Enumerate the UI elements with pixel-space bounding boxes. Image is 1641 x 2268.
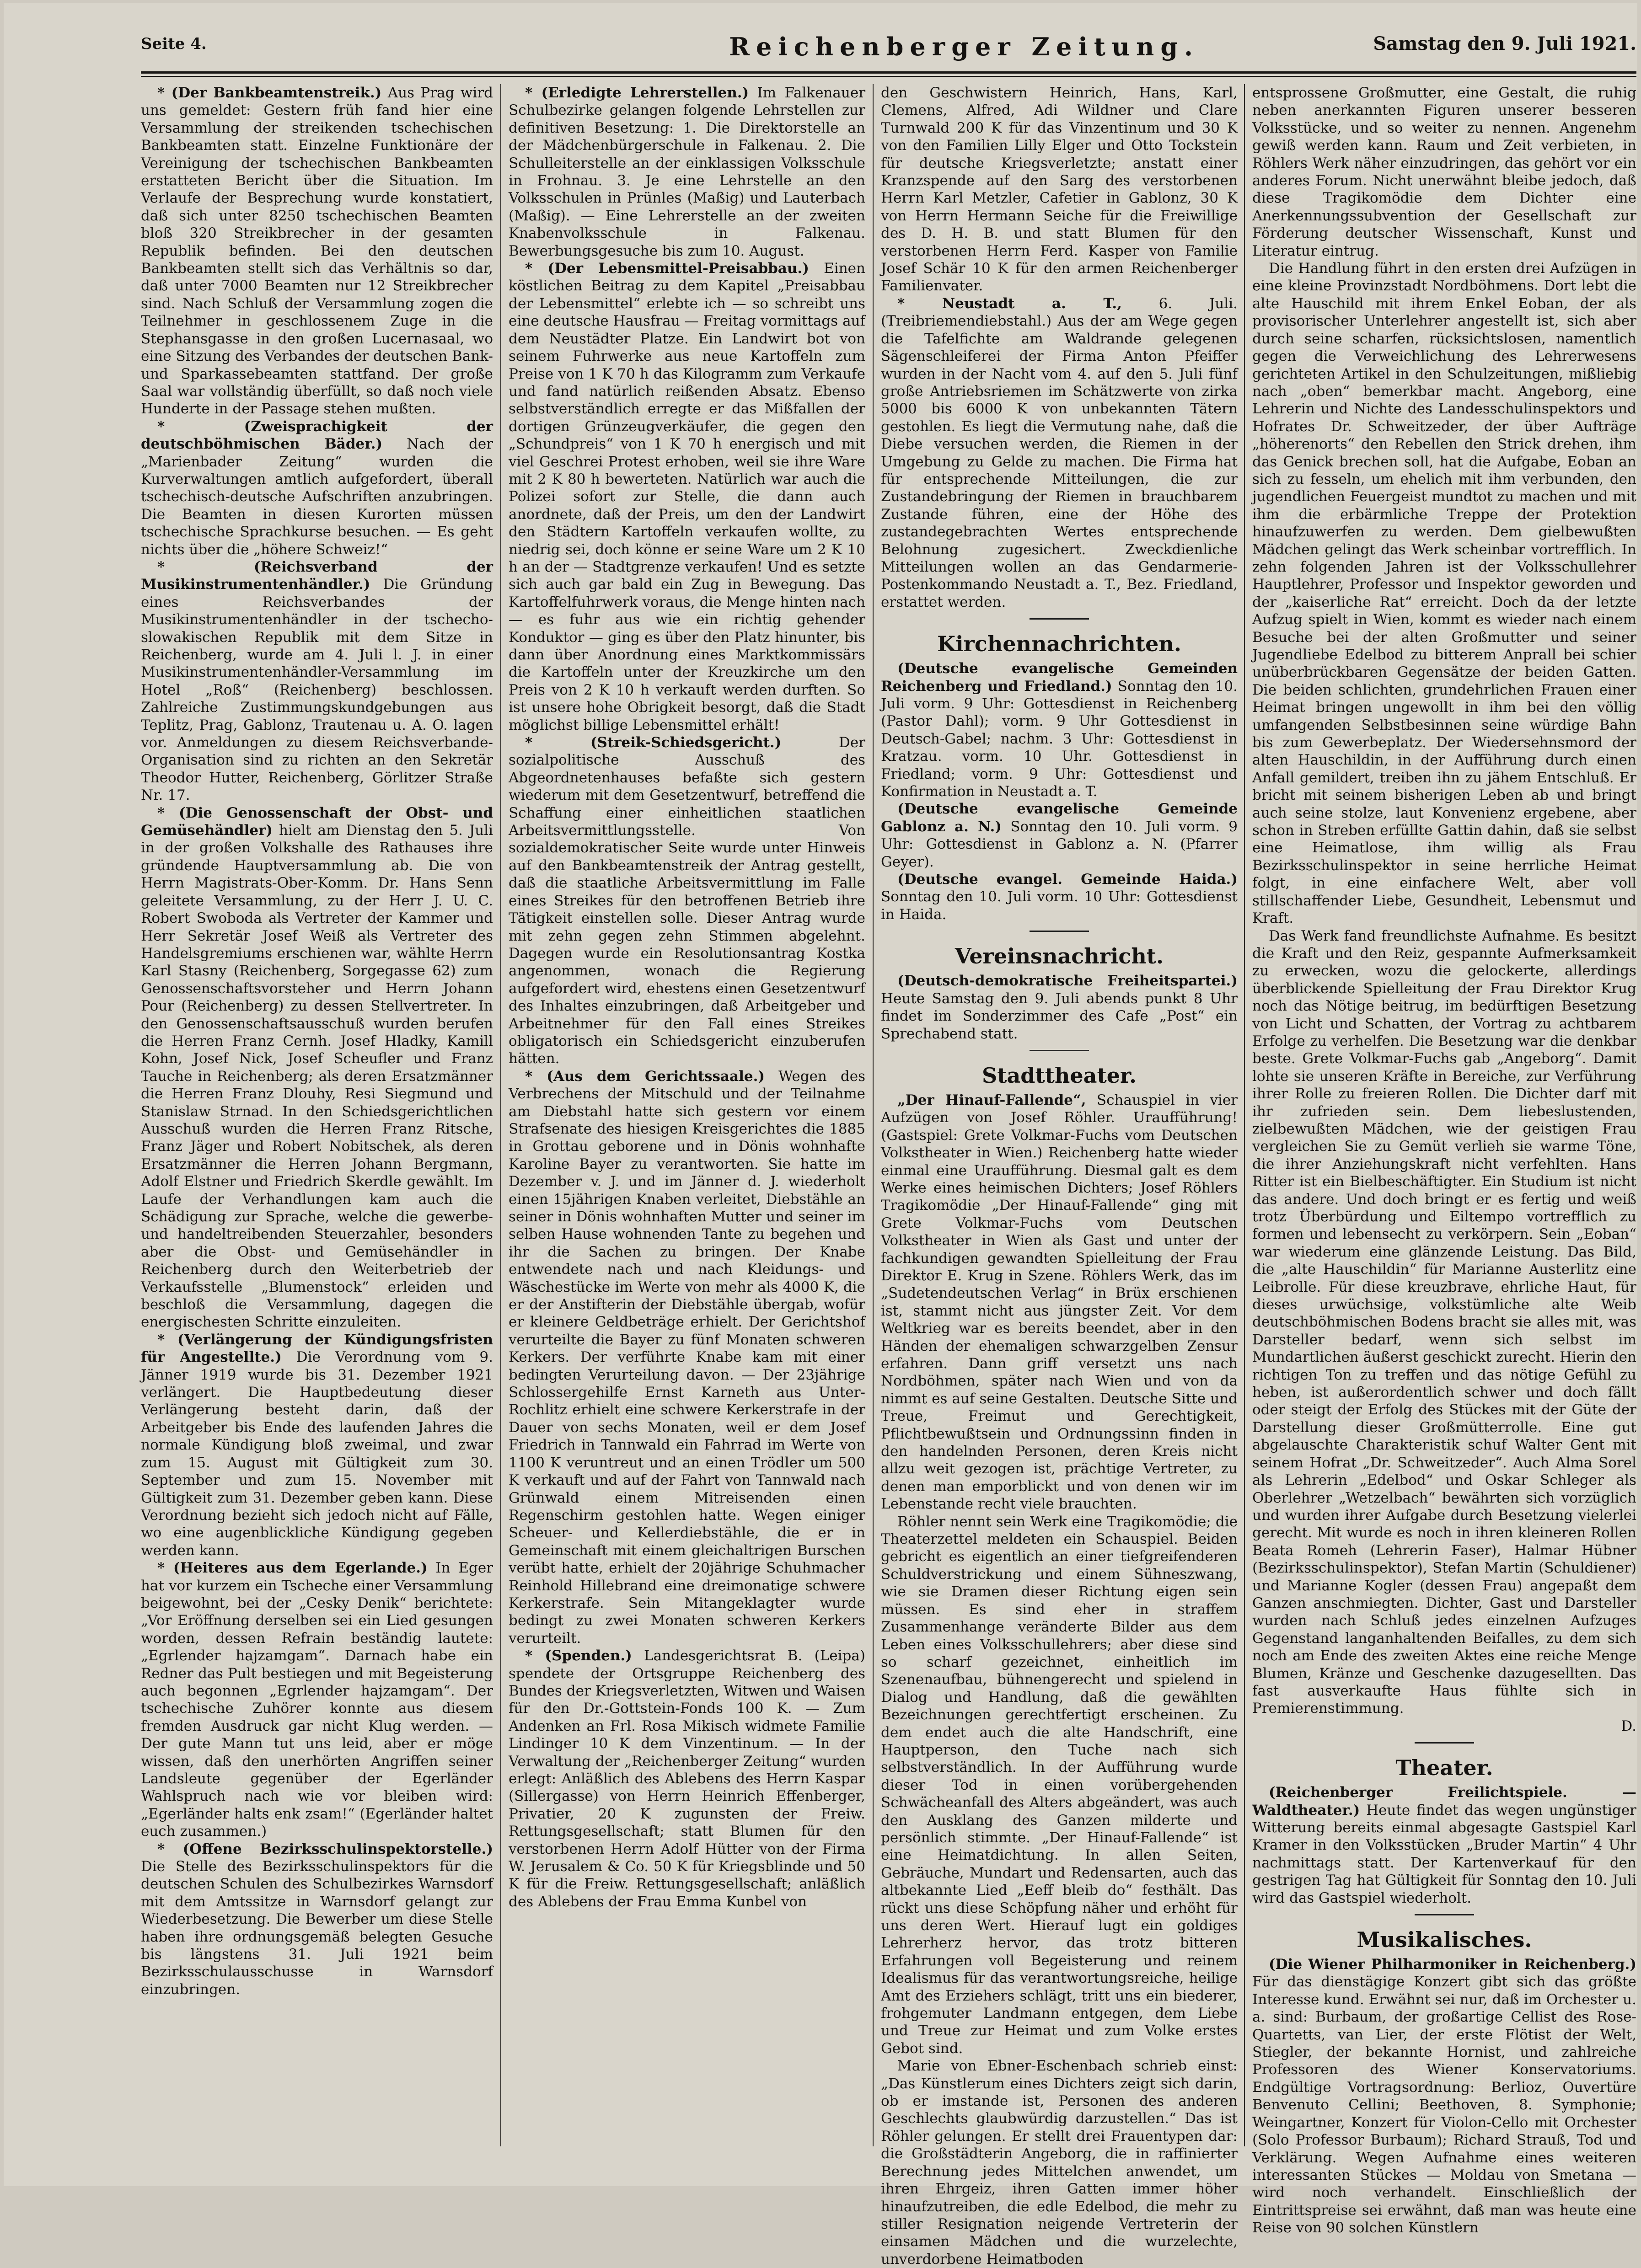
article-text: hielt am Dienstag den 5. Juli in der großen Volkshalle des Rathauses ihre gründende Hauptversammlung ab. Die von Herrn Magistrats-Ober-Komm. Dr. Hans Senn geleitete Versammlung, zu der Herr J. U. C. Robert Swoboda als Vertreter der Kammer und Herr Sekretär Josef Weiß als Vertreter des Handelsgremiums erschienen war, wählte Herrn Karl Stasny (Reichenberg, Sorgegasse 62) zum Genossenschaftsvorsteher und Herrn Johann Pour (Reichenberg) zu dessen Stellvertreter. In den Genossenschaftsausschuß wurden berufen die Herren Franz Cernh. Josef Hladky, Kamill Kohn, Josef Nick, Josef Scheufler und Franz Tauche in Reichenberg; als deren Ersatzmänner die Herren Franz Dlouhy, Resi Siegmund und Stanislaw Strnad. In den Schiedsgerichtlichen Ausschuß wurden die Herren Franz Ritsche, Franz Jäger und Robert Nobitschek, als deren Ersatzmänner die Herren Johann Bergmann, Adolf Elstner und Friedrich Skerdle gewählt. Im Laufe der Verhandlungen kam auch die Schädigung zur Sprache, welche die gewerbe- und handeltreibenden Steuerzahler, besonders aber die Obst- und Gemüsehändler in Reichenberg durch den Weiterbetrieb der Verkaufsstelle „Blumenstock“ erleiden und beschloß die Versammlung, dagegen die energischesten Schritte einzuleiten. [141,822,493,1331]
page-number: Seite 4. [141,35,207,53]
section-rule [1030,931,1089,932]
section-heading: Vereinsnachricht. [955,944,1164,969]
section-heading: Kirchennachrichten. [937,631,1181,657]
article-paragraph [509,1068,865,1647]
article-text: Wegen des Verbrechens der Mitschuld und der Teilnahme am Diebstahl hatte sich gestern vor einem Strafsenate des hiesigen Kreisgerichtes die 1885 in Grottau geborene und in Dönis wohnhafte Karoline Bayer zu verantworten. Sie hatte im Dezember v. J. und im Jänner d. J. wiederholt einen 15jährigen Knaben verleitet, Diebstähle an seiner in Dönis wohnhaften Mutter und seiner im selben Hause wohnenden Tante zu begehen und ihr die Sachen zu bringen. Der Knabe entwendete nach und nach Kleidungs- und Wäschestücke im Werte von mehr als 4000 K, die er der Anstifterin der Diebstähle übergab, wofür er kleinere Geldbeträge erhielt. Der Gerichtshof verurteilte die Bayer zu fünf Monaten schweren Kerkers. Der verführte Knabe kam mit einer bedingten Verurteilung davon. — Der 23jährige Schlossergehilfe Ernst Karneth aus Unter-Rochlitz erhielt eine schwere Kerkerstrafe in der Dauer von sechs Monaten, weil er dem Josef Friedrich in Tannwald ein Fahrrad im Werte von 1100 K veruntreut und an einen Trödler um 500 K verkauft und auf der Fahrt von Tannwald nach Grünwald einem Mitreisenden einen Regenschirm gestohlen hatte. Wegen einiger Scheuer- und Kellerdiebstähle, die er in Gemeinschaft mit einem gleichaltrigen Burschen verübt hatte, erhielt der 20jährige Schuhmacher Reinhold Hillebrand eine dreimonatige schwere Kerkerstrafe. Sein Mitangeklagter wurde bedingt zu zwei Monaten schweren Kerkers verurteilt. [509,1068,865,1647]
article-lead: (Reichenberger Freilichtspiele. — Waldtheater.) [1252,1784,1636,1819]
article-lead: * (Der Lebensmittel-Preisabbau.) [525,260,809,277]
article-paragraph [881,800,1238,871]
article-lead: * (Aus dem Gerichtssaale.) [525,1068,765,1085]
article-lead: * (Die Genossenschaft der Obst- und Gemüsehändler) [141,804,493,839]
article-paragraph [141,1840,493,1999]
article-paragraph [509,1647,865,1910]
article-lead: (Die Wiener Philharmoniker in Reichenberg.) [1269,1956,1636,1973]
article-lead: * (Heiteres aus dem Egerlande.) [157,1560,428,1577]
article-paragraph [509,84,865,260]
article-paragraph [141,84,493,418]
article-text: Heute Samstag den 9. Juli abends punkt 8 Uhr findet im Sonderzimmer des Cafe „Post“ ein Sprechabend statt. [881,990,1238,1042]
column-3 [881,84,1238,2268]
article-text: Die Verordnung vom 9. Jänner 1919 wurde bis 31. Dezember 1921 verlängert. Die Hauptbedeutung dieser Verlängerung besteht darin, daß der Arbeitgeber bis Ende des laufenden Jahres die normale Kündigung bloß zweimal, und zwar zum 15. August mit Gültigkeit zum 30. September und zum 15. November mit Gültigkeit zum 31. Dezember geben kann. Diese Verordnung bezieht sich jedoch nicht auf Fälle, wo eine augenblickliche Kündigung gegeben werden kann. [141,1349,493,1559]
section-rule [1030,618,1089,620]
article-paragraph [141,558,493,804]
article-text: Für das dienstägige Konzert gibt sich das größte Interesse kund. Erwähnt sei nur, daß im Orchester u. a. sind: Burbaum, der großartige Cellist des Rose-Quartetts, van Lier, der erste Flötist der Welt, Stiegler, der bekannte Hornist, und zahlreiche Professoren des Wiener Konservatoriums. Endgültige Vortragsordnung: Berlioz, Ouvertüre Benvenuto Cellini; Beethoven, 8. Symphonie; Weingartner, Konzert für Violon-Cello mit Orchester (Solo Professor Burbaum); Richard Strauß, Tod und Verklärung. Wegen Aufnahme eines weiteren interessanten Stückes — Moldau von Smetana — wird noch verhandelt. Einschließlich der Eintrittspreise sei erwähnt, daß man was heute eine Reise von 90 solchen Künstlern [1252,1974,1636,2236]
article-lead: * Neustadt a. T., [897,295,1122,312]
section-heading: Musikalisches. [1357,1927,1532,1952]
article-lead: „Der Hinauf-Fallende“, [897,1091,1086,1108]
header-rule-thin [141,76,1636,77]
article-lead: * (Streik-Schiedsgericht.) [525,734,782,751]
article-lead: * (Reichsverband der Musikinstrumentenhändler.) [141,558,493,593]
article-paragraph [509,260,865,734]
article-lead: (Deutsche evangel. Gemeinde Haida.) [897,871,1238,888]
article-text: In Eger hat vor kurzem ein Tscheche einer Versammlung beigewohnt, bei der „Cesky Denik“ berichtete: „Vor Eröffnung derselben sei ein Lied gesungen worden, dessen Refrain beständig lautete: „Egrlender hajzamgam“. Darnach habe ein Redner das Pult bestiegen und mit Begeisterung auch begonnen „Egrlender hajzamgam“. Der tschechische Zuhörer konnte aus diesem fremden Ausdruck gar nicht Klug werden. — Der gute Mann tut uns leid, aber er möge wissen, daß den unerhörten Angriffen seiner Landsleute gegenüber der Egerländer Wahlspruch nach wie vor bleiben wird: „Egerländer halts enk zsam!“ (Egerländer haltet euch zusammen.) [141,1560,493,1840]
article-text: Die Handlung führt in den ersten drei Aufzügen in eine kleine Provinzstadt Nordböhmens. Dort lebt die alte Hauschild mit ihrem Enkel Eoban, der als provisorischer Unterlehrer angestellt ist, sich aber durch seine scharfen, rücksichtslosen, namentlich gegen die Verweichlichung des Lehrerwesens gerichteten Artikel in den Schulzeitungen, mißliebig nach „oben“ bemerkbar macht. Angeborg, eine Lehrerin und Nichte des Landesschulinspektors und Hofrates Dr. Schweitzeder, der über Aufträge „höherenorts“ den Rebellen den Strick drehen, ihm das Genick brechen soll, hat die Aufgabe, Eoban an sich zu fesseln, um ehelich mit ihm verbunden, den jugendlichen Feuergeist mundtot zu machen und mit ihm die erbärmliche Treppe der Protektion hinaufzuwerfen zu werden. Dem gielbewußten Mädchen gelingt das Werk scheinbar vortrefflich. In zehn folgenden Jahren ist der Volksschullehrer Hauptlehrer, Professor und Inspektor geworden und der „kaiserliche Rat“ erreicht. Doch da der letzte Aufzug spielt in Wien, kommt es wieder nach einem Besuche bei der alten Großmutter und seiner Jugendliebe Edelbod zu bitterem Anprall bei schier unüberbrückbaren Gegensätze der beiden Gatten. Die beiden schlichten, grundehrlichen Frauen einer Heimat bringen ungewollt in ihm bei den völlig umfangenden Selbstbesinnen seine würdige Bahn bis zum Gewerbeplatz. Der Wiedersehnsmord der alten Hauschildin, in der Aufführung durch einen Anfall gemildert, treiben ihn zu jähem Entschluß. Er bricht mit seinem bisherigen Leben ab und bringt auch seine stolze, laut Konvenienz ergebene, aber schon in Streben erfüllte Gattin dahin, daß sie selbst eine Heimatlose, ihm willig als Frau Bezirksschulinspektor in seine herrliche Heimat folgt, in eine einfachere Welt, aber voll stillschaffender Liebe, Gesundheit, Lebensmut und Kraft. [1252,260,1636,927]
article-paragraph [881,871,1238,923]
article-paragraph [141,804,493,1331]
article-text: Die Stelle des Bezirksschulinspektors für die deutschen Schulen des Schulbezirkes Warnsdorf mit dem Amtssitze in Warnsdorf gelangt zur Wiederbesetzung. Die Bewerber um diese Stelle haben ihre ordnungsgemäß belegten Gesuche bis längstens 31. Juli 1921 beim Bezirksschulausschusse in Warnsdorf einzubringen. [141,1858,493,1998]
article-lead: * (Der Bankbeamtenstreik.) [157,85,382,101]
column-1 [141,84,493,2151]
article-paragraph [881,1091,1238,1513]
article-lead: * (Verlängerung der Kündigungsfristen für Angestellte.) [141,1331,493,1366]
article-text: Im Falkenauer Schulbezirke gelangen folgende Lehrstellen zur definitiven Besetzung: 1. Die Direktorstelle an der Mädchenbürgerschule in Falkenau. 2. Die Schulleiterstelle an der einklassigen Volksschule in Frohnau. 3. Je eine Lehrstelle an den Volksschulen in Prünles (Maßig) und Lauterbach (Maßig). — Eine Lehrerstelle an der zweiten Knabenvolksschule in Falkenau. Bewerbungsgesuche bis zum 10. August. [509,85,866,259]
article-text: Nach der „Marienbader Zeitung“ wurden die Kurverwaltungen amtlich aufgefordert, überall tschechisch-deutsche Aufschriften anzubringen. Die Beamten in diesen Kurorten müssen tschechische Sprachkurse besuchen. — Es geht nichts über die „höhere Schweiz!“ [141,436,493,558]
article-text: entsprossene Großmutter, eine Gestalt, die ruhig neben anerkannten Figuren unserer besseren Volksstücke, und so weiter zu nennen. Angenehm gewiß werden kann. Raum und Zeit verbieten, in Röhlers Werk näher einzudringen, das gehört vor ein anderes Forum. Nicht unerwähnt bleibe jedoch, daß diese Tragikomödie dem Dichter eine Anerkennungssubvention der Gesellschaft zur Förderung deutscher Wissenschaft, Kunst und Literatur eintrug. [1252,85,1636,259]
newspaper-title: Reichenberger Zeitung. [729,32,1199,61]
article-text: Aus Prag wird uns gemeldet: Gestern früh fand hier eine Versammlung der streikenden tschechischen Bankbeamten statt. Einzelne Funktionäre der Vereinigung der tschechischen Bankbeamten erstatteten Bericht über die Situation. Im Verlaufe der Besprechung wurde konstatiert, daß sich unter 8250 tschechischen Beamten bloß 320 Streikbrecher in der gesamten Republik befinden. Bei den deutschen Bankbeamten stellt sich das Verhältnis so dar, daß unter 7000 Beamten nur 12 Streikbrecher sind. Nach Schluß der Versammlung zogen die Teilnehmer in geschlossenem Zuge in die Stephansgasse in den großen Lucernasaal, wo eine Sitzung des Verbandes der deutschen Bank- und Sparkassebeamten stattfand. Der große Saal war vollständig überfüllt, so daß noch viele Hunderte in der Passage stehen mußten. [141,85,493,417]
article-paragraph [881,84,1238,295]
newspaper-page [4,3,1637,2268]
article-text: Sonntag den 10. Juli vorm. 9 Uhr: Gottesdienst in Gablonz a. N. (Pfarrer Geyer). [881,818,1238,870]
article-lead: * (Erledigte Lehrerstellen.) [525,85,749,101]
article-text: Sonntag den 10. Juli vorm. 10 Uhr: Gottesdienst in Haida. [881,888,1238,923]
article-paragraph [509,734,865,1068]
article-lead: * (Zweisprachigkeit der deutschböhmischen Bäder.) [141,418,493,453]
article-paragraph [881,295,1238,611]
article-text: Schauspiel in vier Aufzügen von Josef Röhler. Uraufführung! (Gastspiel: Grete Volkmar-Fuchs vom Deutschen Volkstheater in Wien.) Reichenberg hatte wieder einmal eine Uraufführung. Diesmal galt es dem Werke eines heimischen Dichters; Josef Röhlers Tragikomödie „Der Hinauf-Fallende“ ging mit Grete Volkmar-Fuchs vom Deutschen Volkstheater in Wien als Gast und unter der fachkundigen gewandten Spielleitung der Frau Direktor E. Krug in Szene. Röhlers Werk, das im „Sudetendeutschen Verlag“ in Brüx erschienen ist, stammt nicht aus jüngster Zeit. Vor dem Weltkrieg war es bereits beendet, aber in den Händen der ehemaligen schwarzgelben Zensur erfahren. Dann griff versetzt uns nach Nordböhmen, später nach Wien und von da nimmt es auf seine Gestalten. Deutsche Sitte und Treue, Freimut und Gerechtigkeit, Pflichtbewußtsein und Ordnungssinn finden in den handelnden Personen, deren Kreis nicht allzu weit gezogen ist, prächtige Vertreter, zu denen man emporblickt und von denen wir im Lebenstande recht viele brauchten. [881,1091,1238,1513]
article-text: 6. Juli. (Treibriemendiebstahl.) Aus der am Wege gegen die Tafelfichte am Waldrande gelegenen Sägenschleiferei der Firma Anton Pfeiffer wurden in der Nacht vom 4. auf den 5. Juli fünf große Antriebsriemen im Schätzwerte von zirka 5000 bis 6000 K von unbekannten Tätern gestohlen. Es liegt die Vermutung nahe, daß die Diebe versuchen werden, die Riemen in der Umgebung zu Gelde zu machen. Die Firma hat für entsprechende Mitteilungen, die zur Zustandebringung der Riemen in brauchbarem Zustande führen, eine der Höhe des zustandegebrachten Wertes entsprechende Belohnung zugesichert. Zweckdienliche Mitteilungen wollen an das Gendarmerie-Postenkommando Neustadt a. T., Bez. Friedland, erstattet werden. [881,295,1238,610]
article-text: Landesgerichtsrat B. (Leipa) spendete der Ortsgruppe Reichenberg des Bundes der Kriegsverletzten, Witwen und Waisen für den Dr.-Gottstein-Fonds 100 K. — Zum Andenken an Frl. Rosa Mikisch widmete Familie Lindinger 10 K dem Vinzentinum. — In der Verwaltung der „Reichenberger Zeitung“ wurden erlegt: Anläßlich des Ablebens des Herrn Kaspar (Sillergasse) von Herrn Heinrich Effenberger, Privatier, 20 K zugunsten der Freiw. Rettungsgesellschaft; statt Blumen für den verstorbenen Herrn Adolf Hütter von der Firma W. Jerusalem & Co. 50 K für Kriegsblinde und 50 K für die Freiw. Rettungsgesellschaft; anläßlich des Ablebens der Frau Emma Kunbel von [509,1648,865,1910]
column-4 [1252,84,1636,2236]
article-text: Heute findet das wegen ungünstiger Witterung bereits einmal abgesagte Gastspiel Karl Kramer in den Volksstücken „Bruder Martin“ 4 Uhr nachmittags statt. Der Kartenverkauf für den gestrigen Tag hat Gültigkeit für Sonntag den 10. Juli wird das Gastspiel wiederholt. [1252,1802,1636,1906]
section-rule [1415,1742,1474,1744]
column-2 [509,84,865,2151]
article-text: Der sozialpolitische Ausschuß des Abgeordnetenhauses befaßte sich gestern wiederum mit dem Gesetzentwurf, betreffend die Schaffung einer einheitlichen staatlichen Arbeitsvermittlungsstelle. Von sozialdemokratischer Seite wurde unter Hinweis auf den Bankbeamtenstreik der Antrag gestellt, daß die staatliche Arbeitsvermittlung im Falle eines Streikes für den betroffenen Betrieb ihre Tätigkeit einstellen solle. Dieser Antrag wurde mit zehn gegen zehn Stimmen abgelehnt. Dagegen wurde ein Resolutionsantrag Kostka angenommen, wonach die Regierung aufgefordert wird, ehestens einen Gesetzentwurf des Inhaltes einzubringen, daß Arbeitgeber und Arbeitnehmer für den Fall eines Streikes obligatorisch ein Schiedsgericht einzuberufen hätten. [509,734,865,1067]
article-text: Marie von Ebner-Eschenbach schrieb einst: „Das Künstlerum eines Dichters zeigt sich darin, ob er imstande ist, Personen des anderen Geschlechts glaubwürdig darzustellen.“ Das ist Röhler gelungen. Er stellt drei Frauentypen dar: die Großstädterin Angeborg, die in raffinierter Berechnung jedes Mittelchen anwendet, um ihren Ehrgeiz, ihren Gatten immer höher hinaufzutreiben, die edle Edelbod, die mehr zu stiller Resignation neigende Vertreterin der einsamen Mädchen und die wurzelechte, unverdorbene Heimatboden [881,2058,1238,2268]
author-signature: D. [1621,1717,1636,1734]
section-rule [1030,1050,1089,1051]
article-lead: (Deutsche evangelische Gemeinden Reichenberg und Friedland.) [881,660,1238,695]
section-rule [1415,1914,1474,1915]
article-lead: * (Offene Bezirksschulinspektorstelle.) [157,1840,493,1857]
article-text: Einen köstlichen Beitrag zu dem Kapitel „Preisabbau der Lebensmittel“ erlebte ich — so schreibt uns eine deutsche Hausfrau — Freitag vormittags auf dem Neustädter Platze. Ein Landwirt bot von seinem Fuhrwerke aus neue Kartoffeln zum Preise von 1 K 70 h das Kilogramm zum Verkaufe und fand natürlich reißenden Absatz. Ebenso selbstverständlich erregte er das Mißfallen der dortigen Grünzeugverkäufer, die gegen den „Schundpreis“ von 1 K 70 h energisch und mit viel Geschrei Protest erhoben, weil sie ihre Ware mit 2 K 80 h bewerteten. Natürlich war auch die Polizei sofort zur Stelle, die dann auch anordnete, daß der Preis, um den der Landwirt den Städtern Kartoffeln verkaufen wollte, zu niedrig sei, doch könne er seine Ware um 2 K 10 h an der — Stadtgrenze verkaufen! Und es setzte sich auch gar bald ein Zug in Bewegung. Das Kartoffelfuhrwerk voraus, die Menge hinten nach — es fuhr aus wie ein richtig gehender Konduktor — ging es über den Platz hinunter, bis dann über Anordnung eines Marktkommissärs die Kartoffeln unter der Kreuzkirche um den Preis von 2 K 10 h verkauft werden durften. So ist unsere hohe Obrigkeit besorgt, daß die Stadt möglichst billige Lebensmittel erhält! [509,260,865,733]
article-paragraph [1252,1784,1636,1907]
running-head [141,32,1636,65]
article-lead: (Deutsch-demokratische Freiheitspartei.) [897,973,1238,990]
article-paragraph [1252,84,1636,260]
article-paragraph [141,418,493,558]
section-heading: Theater. [1395,1755,1493,1781]
article-lead: (Deutsche evangelische Gemeinde Gablonz a. N.) [881,801,1238,835]
article-text: Das Werk fand freundlichste Aufnahme. Es besitzt die Kraft und den Reiz, gespannte Aufmerksamkeit zu erwecken, wozu die gelockerte, allerdings überblickende Spielleitung der Frau Direktor Krug noch das Nötige beitrug, im bedürftigen Besetzung von Licht und Schatten, der Vortrag zu achtbarem Erfolge zu verhelfen. Die Besetzung war die denkbar beste. Grete Volkmar-Fuchs gab „Angeborg“. Damit lohte sie unseren Kräfte in Bereiche, zur Verführung ihrer Rolle zu freieren Rollen. Die Dichter darf mit ihr zufrieden sein. Dem liebeslustenden, zielbewußten Mädchen, wie der geistigen Frau vergleichen Sie zu Gemüt verlieh sie warme Töne, die ihrer Anziehungskraft nicht verfehlten. Hans Ritter ist ein Bielbeschäftigter. Ein Studium ist nicht das andere. Und doch bringt er es fertig und weiß trotz Überbürdung und Eiltempo vortrefflich zu formen und lebensecht zu verkörpern. Sein „Eoban“ war wiederum eine glänzende Leistung. Das Bild, die „alte Hauschildin“ für Marianne Austerlitz eine Leibrolle. Für diese kreuzbrave, ehrliche Haut, für dieses urwüchsige, volkstümliche alte Weib deutschböhmischen Bodens bracht sie alles mit, was Darsteller bedarf, wenn sich selbst im Mundartlichen äußerst geschickt zurecht. Hierin den richtigen Ton zu treffen und das nötige Gefühl zu heben, ist außerordentlich schwer und doch fällt oder steigt der Erfolg des Stückes mit der Güte der Darstellung dieser Großmütterrolle. Eine gut abgelauschte Charakteristik schuf Walter Gent mit seinem Hofrat „Dr. Schweitzeder“. Auch Alma Sorel als Lehrerin „Edelbod“ und Oskar Schleger als Oberlehrer „Wetzelbach“ bewährten sich vorzüglich und wurden ihrer Aufgabe durch Besetzung vielerlei gerecht. Mit wurde es noch in ihren kleineren Rollen Beata Romeh (Lehrerin Faser), Halmar Hübner (Bezirksschulinspektor), Stefan Martin (Schuldiener) und Marianne Kogler (dessen Frau) angepaßt dem Ganzen anschmiegten. Dichter, Gast und Darsteller wurden nach Schluß jedes einzelnen Aufzuges Gegenstand langanhaltenden Beifalles, zu dem sich noch am Ende des zweiten Aktes eine reiche Menge Blumen, Kränze und Geschenke dazugesellten. Das fast ausverkaufte Haus fühlte sich in Premierenstimmung. [1252,927,1636,1717]
article-text: Sonntag den 10. Juli vorm. 9 Uhr: Gottesdienst in Reichenberg (Pastor Dahl); vorm. 9 Uhr Gottesdienst in Deutsch-Gabel; nachm. 3 Uhr: Gottesdienst in Kratzau. vorm. 10 Uhr. Gottesdienst in Friedland; vorm. 9 Uhr: Gottesdienst und Konfirmation in Neustadt a. T. [881,678,1238,800]
header-rule [141,71,1636,74]
section-heading: Stadttheater. [982,1063,1137,1088]
article-paragraph [1252,1956,1636,2237]
column-divider [873,84,874,2146]
article-paragraph [141,1331,493,1559]
article-paragraph [141,1559,493,1840]
issue-date: Samstag den 9. Juli 1921. [1373,33,1636,54]
article-paragraph [1252,927,1636,1717]
column-divider [1244,84,1245,2146]
article-text: Die Gründung eines Reichsverbandes der Musikinstrumentenhändler in der tschecho-slowakischen Republik mit dem Sitze in Reichenberg, wurde am 4. Juli l. J. in einer Musikinstrumentenhändler-Versammlung im Hotel „Roß“ (Reichenberg) beschlossen. Zahlreiche Zustimmungskundgebungen aus Teplitz, Prag, Gablonz, Trautenau u. A. O. lagen vor. Anmeldungen zu diesem Reichsverbande-Organisation sind zu richten an den Sekretär Theodor Hutter, Reichenberg, Görlitzer Straße Nr. 17. [141,576,493,804]
article-paragraph [881,972,1238,1043]
article-paragraph [881,2057,1238,2268]
article-text: den Geschwistern Heinrich, Hans, Karl, Clemens, Alfred, Adi Wildner und Clare Turnwald 200 K für das Vinzentinum und 30 K von den Familien Lilly Elger und Otto Tockstein für deutsche Kriegsverletzte; anstatt einer Kranzspende auf den Sarg des verstorbenen Herrn Karl Metzler, Cafetier in Gablonz, 30 K von Herrn Hermann Seiche für die Freiwillige des D. H. B. und statt Blumen für den verstorbenen Herrn Ferd. Kasper von Familie Josef Schär 10 K für den armen Reichenberger Familienvater. [881,85,1238,294]
article-paragraph [881,1513,1238,2058]
article-paragraph [1252,260,1636,927]
column-divider [500,84,501,2146]
article-paragraph [881,660,1238,800]
article-text: Röhler nennt sein Werk eine Tragikomödie; die Theaterzettel meldeten ein Schauspiel. Beiden gebricht es eigentlich an einer tiefgreifenderen Schuldverstrickung und einem Sühneszwang, wie sie Dramen dieser Richtung eigen sein müssen. Es sind eher in straffem Zusammenhange veränderte Bilder aus dem Leben eines Volksschullehrers; aber diese sind so scharf gezeichnet, einheitlich im Szenenaufbau, bühnengerecht und spielend in Dialog und Handlung, daß die gewählten Bezeichnungen gerechtfertigt erscheinen. Zu dem endet auch die alte Handschrift, eine Hauptperson, den Tuche nach sich selbstverständlich. In der Aufführung wurde dieser Tod in einen vorübergehenden Schwächeanfall des Alters abgeändert, was auch den Ausklang des Ganzen milderte und persönlich stimmte. „Der Hinauf-Fallende“ ist eine Heimatdichtung. In allen Seiten, Gebräuche, Mundart und Redensarten, auch das altbekannte Lied „Eeff bleib do“ festhält. Das rückt uns diese Schöpfung näher und erhöht für uns deren Wert. Hierauf lugt ein goldiges Lehrerherz hervor, das trotz bitteren Erfahrungen voll Begeisterung und reinem Idealismus für das verantwortungsreiche, heilige Amt des Erziehers schlägt, tritt uns ein biederer, frohgemuter Landmann entgegen, dem Liebe und Treue zur Heimat und zum Volke erstes Gebot sind. [881,1513,1238,2057]
article-lead: * (Spenden.) [525,1648,632,1664]
